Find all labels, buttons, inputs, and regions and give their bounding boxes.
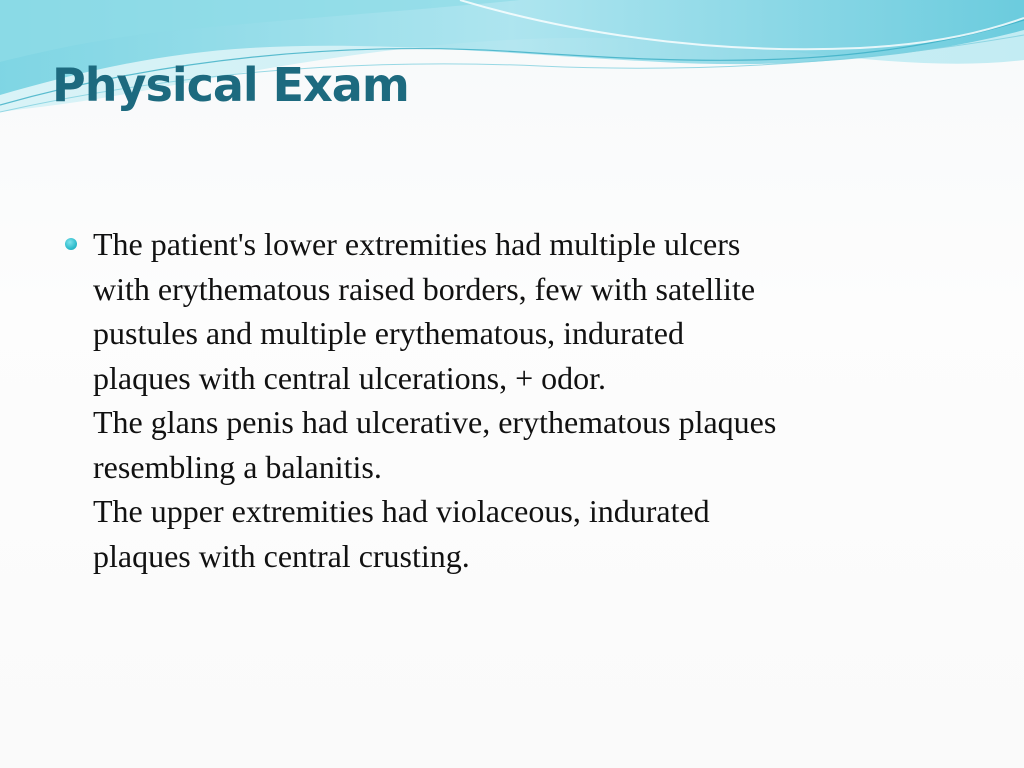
text-line: The upper extremities had violaceous, indurated	[93, 493, 710, 529]
text-line: The glans penis had ulcerative, erythematous plaques	[93, 404, 777, 440]
bullet-item	[60, 222, 960, 578]
text-line: with erythematous raised borders, few with satellite	[93, 270, 756, 307]
bullet-dot-icon	[65, 238, 77, 250]
text-line: The patient's lower extremities had multiple ulcers	[93, 226, 741, 262]
text-line: resembling a balanitis.	[93, 448, 382, 485]
text-line: plaques with central crusting.	[93, 537, 470, 574]
text-line: pustules and multiple erythematous, indurated	[93, 315, 684, 351]
text-line: plaques with central ulcerations, + odor.	[93, 359, 607, 396]
bullet-text	[93, 222, 960, 578]
slide-title: Physical Exam	[52, 58, 409, 112]
